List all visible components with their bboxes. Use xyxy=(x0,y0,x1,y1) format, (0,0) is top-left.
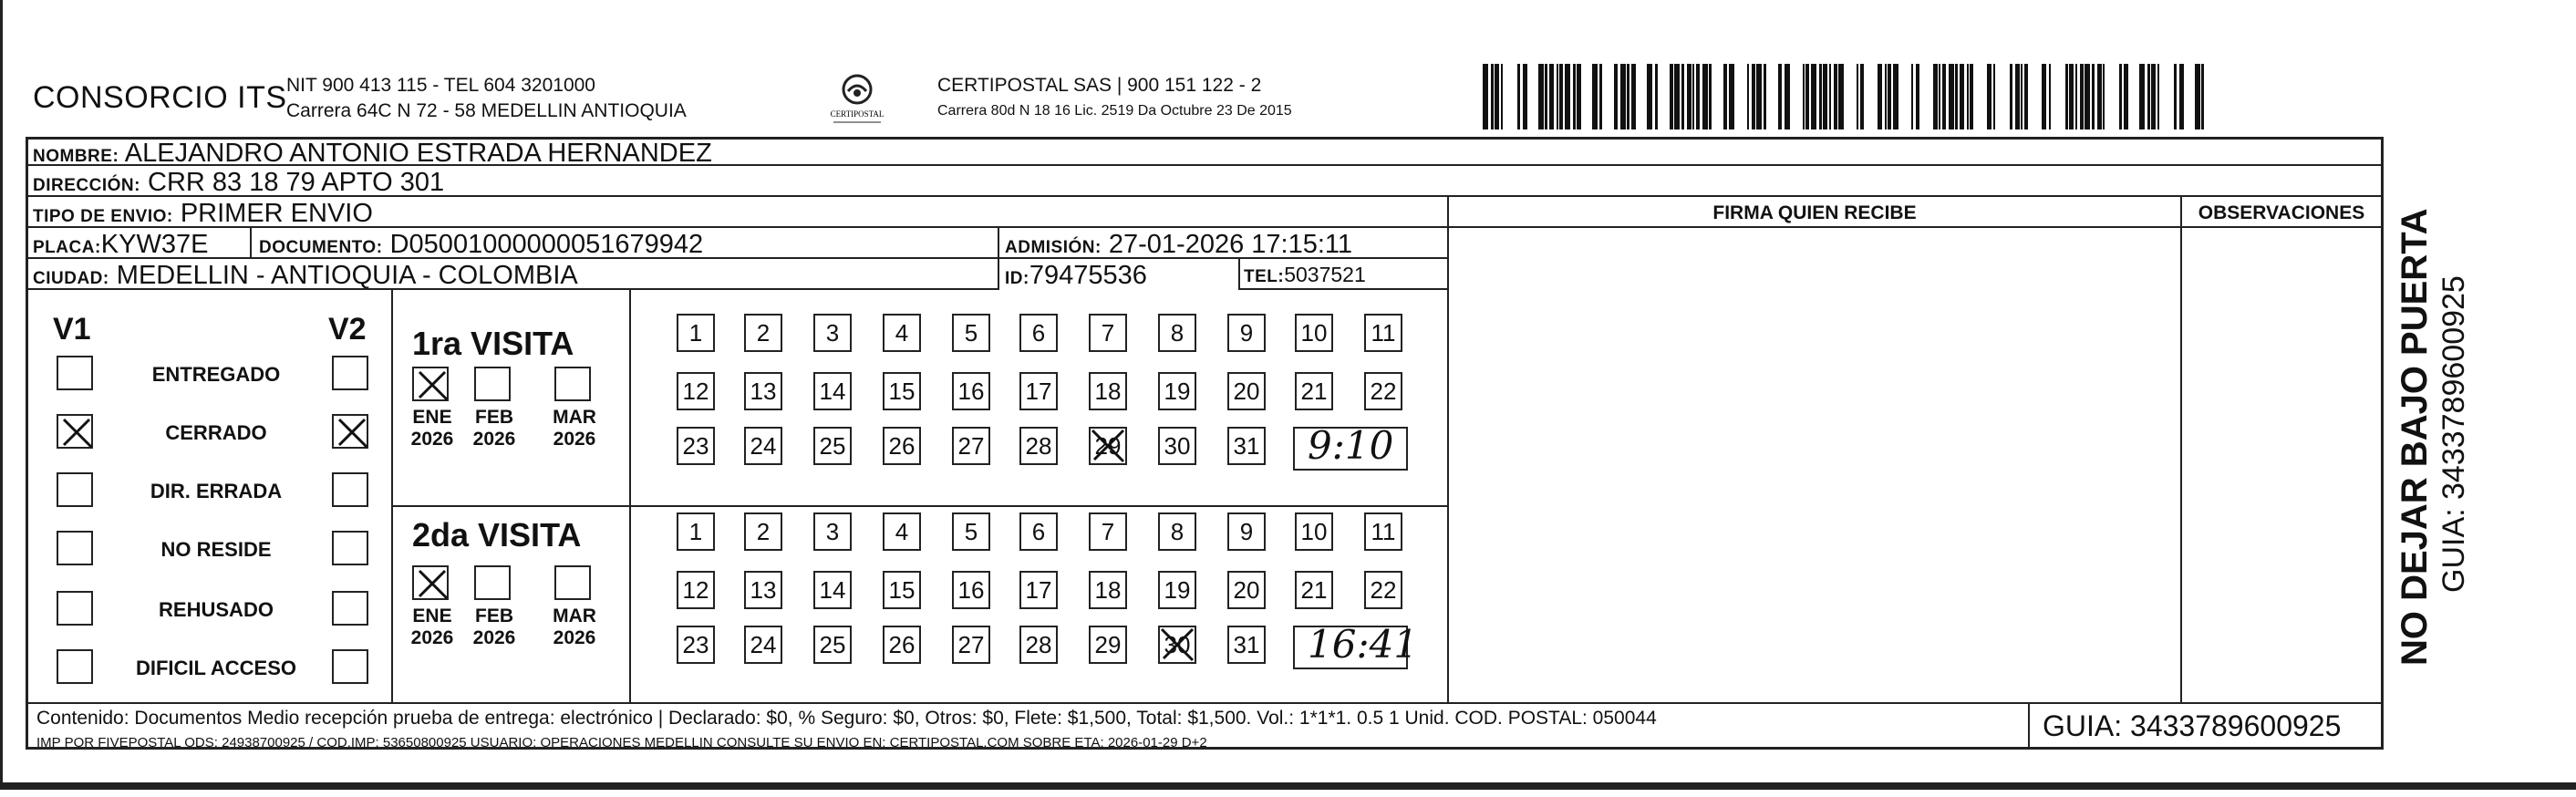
firma-divider xyxy=(1447,197,1449,704)
visit1-day-box[interactable]: 17 xyxy=(1019,372,1058,410)
visit2-day-box[interactable]: 4 xyxy=(883,512,921,551)
visit2-month-checkbox[interactable] xyxy=(474,565,511,600)
ciudad-value: MEDELLIN - ANTIOQUIA - COLOMBIA xyxy=(116,261,578,290)
visit1-day-box[interactable]: 28 xyxy=(1019,427,1058,465)
visit2-day-box[interactable]: 30 xyxy=(1158,626,1196,664)
month-year: 2026 xyxy=(410,627,454,648)
tel-value: 5037521 xyxy=(1284,263,1366,286)
visit1-title: 1ra VISITA xyxy=(412,325,574,362)
visit2-month-label xyxy=(467,606,522,649)
status-divider xyxy=(391,290,393,704)
row-direccion xyxy=(27,166,2382,197)
company-info xyxy=(286,73,687,124)
v1-header: V1 xyxy=(53,312,91,347)
documento-value: D05001000000051679942 xyxy=(389,230,704,259)
visit2-day-box[interactable]: 22 xyxy=(1364,571,1402,609)
company-nit: NIT 900 413 115 - TEL 604 3201000 xyxy=(286,75,595,96)
footer-guia: GUIA: 3433789600925 xyxy=(2028,704,2382,750)
visit1-day-box[interactable]: 10 xyxy=(1295,314,1333,352)
visit1-day-box[interactable]: 1 xyxy=(677,314,715,352)
admision-cell xyxy=(998,228,1448,259)
id-label: ID: xyxy=(1005,269,1029,288)
visit2-day-box[interactable]: 18 xyxy=(1089,571,1127,609)
footer-imp: IMP POR FIVEPOSTAL ODS: 24938700925 / COD.IMP: 53650800925 USUARIO: OPERACIONES MEDELLIN CONSULTE SU ENVIO EN: CERTIPOSTAL.COM SOBRE ETA: 2026-01-29 D+2 xyxy=(36,735,1207,750)
visit2-day-box[interactable]: 21 xyxy=(1295,571,1333,609)
tel-cell xyxy=(1238,259,1448,288)
direccion-value: CRR 83 18 79 APTO 301 xyxy=(148,168,445,197)
visit1-day-box[interactable]: 23 xyxy=(677,427,715,465)
bottom-border xyxy=(0,782,2576,790)
side-warning: NO DEJAR BAJO PUERTA xyxy=(2395,208,2435,666)
visit1-day-box[interactable]: 31 xyxy=(1227,427,1266,465)
v2-checkbox[interactable] xyxy=(332,649,368,684)
visit1-day-box[interactable]: 4 xyxy=(883,314,921,352)
visit1-day-box[interactable]: 13 xyxy=(744,372,782,410)
v2-checkbox[interactable] xyxy=(332,356,368,390)
visit1-day-box[interactable]: 19 xyxy=(1158,372,1196,410)
visit2-day-box[interactable]: 29 xyxy=(1089,626,1127,664)
observaciones-divider xyxy=(2180,197,2182,704)
left-border xyxy=(0,0,3,782)
visit1-month-checkbox[interactable] xyxy=(554,367,591,401)
status-label: CERRADO xyxy=(165,421,267,444)
visit1-day-box[interactable]: 14 xyxy=(813,372,852,410)
documento-label: DOCUMENTO: xyxy=(259,238,383,257)
nombre-value: ALEJANDRO ANTONIO ESTRADA HERNANDEZ xyxy=(124,139,712,166)
visit1-day-box[interactable]: 27 xyxy=(952,427,990,465)
company-name: CONSORCIO ITS xyxy=(33,80,287,115)
visit1-day-box[interactable]: 11 xyxy=(1364,314,1402,352)
v1-checkbox[interactable] xyxy=(57,591,93,626)
visit1-day-box[interactable]: 29 xyxy=(1089,427,1127,465)
visit1-day-box[interactable]: 20 xyxy=(1227,372,1266,410)
visit1-day-box[interactable]: 8 xyxy=(1158,314,1196,352)
month-name: ENE xyxy=(412,407,452,428)
direccion-label: DIRECCIÓN: xyxy=(33,176,140,195)
v2-checkbox[interactable] xyxy=(332,414,368,449)
month-name: FEB xyxy=(475,606,513,626)
visit2-day-box[interactable]: 25 xyxy=(813,626,852,664)
visit1-month-label xyxy=(467,407,522,450)
status-label: REHUSADO xyxy=(159,598,274,621)
visit1-day-box[interactable]: 24 xyxy=(744,427,782,465)
visit1-month-checkbox[interactable] xyxy=(412,367,449,401)
month-name: MAR xyxy=(553,407,596,428)
placa-label: PLACA: xyxy=(33,238,101,257)
row-tipo xyxy=(27,197,1448,228)
month-name: MAR xyxy=(553,606,596,626)
visit2-month-label xyxy=(405,606,460,649)
visit2-day-box[interactable]: 1 xyxy=(677,512,715,551)
firma-header: FIRMA QUIEN RECIBE xyxy=(1448,197,2181,228)
visit2-day-box[interactable]: 3 xyxy=(813,512,852,551)
visit1-day-box[interactable]: 12 xyxy=(677,372,715,410)
id-cell xyxy=(998,259,1238,290)
observaciones-header: OBSERVACIONES xyxy=(2181,197,2382,228)
visit1-day-box[interactable]: 18 xyxy=(1089,372,1127,410)
month-year: 2026 xyxy=(553,627,596,648)
v1-checkbox[interactable] xyxy=(57,472,93,507)
visit1-time-handwritten: 9:10 xyxy=(1308,423,1394,468)
visit2-day-box[interactable]: 20 xyxy=(1227,571,1266,609)
row-nombre xyxy=(27,139,2382,166)
visit2-day-box[interactable]: 12 xyxy=(677,571,715,609)
visit1-day-box[interactable]: 21 xyxy=(1295,372,1333,410)
visit2-day-box[interactable]: 6 xyxy=(1019,512,1058,551)
admision-value: 27-01-2026 17:15:11 xyxy=(1108,230,1353,259)
visit2-day-box[interactable]: 14 xyxy=(813,571,852,609)
month-year: 2026 xyxy=(553,429,596,450)
visit1-day-box[interactable]: 22 xyxy=(1364,372,1402,410)
id-value: 79475536 xyxy=(1029,261,1147,290)
visit1-day-box[interactable]: 15 xyxy=(883,372,921,410)
visit1-day-box[interactable]: 2 xyxy=(744,314,782,352)
v2-checkbox[interactable] xyxy=(332,591,368,626)
visit2-day-box[interactable]: 24 xyxy=(744,626,782,664)
visit2-day-box[interactable]: 27 xyxy=(952,626,990,664)
visit2-day-box[interactable]: 17 xyxy=(1019,571,1058,609)
month-year: 2026 xyxy=(472,627,516,648)
carrier-name: CERTIPOSTAL SAS | 900 151 122 - 2 xyxy=(937,75,1262,96)
visit2-month-label xyxy=(547,606,602,649)
v1-checkbox[interactable] xyxy=(57,649,93,684)
status-label: DIFICIL ACCESO xyxy=(135,657,296,679)
tipo-label: TIPO DE ENVIO: xyxy=(33,207,173,226)
visit2-time-handwritten: 16:41 xyxy=(1308,622,1419,667)
visit2-day-box[interactable]: 26 xyxy=(883,626,921,664)
visit2-day-box[interactable]: 16 xyxy=(952,571,990,609)
company-address: Carrera 64C N 72 - 58 MEDELLIN ANTIOQUIA xyxy=(286,100,687,121)
visit1-day-box[interactable]: 3 xyxy=(813,314,852,352)
visit-divider xyxy=(629,290,631,704)
visit1-month-label xyxy=(405,407,460,450)
status-label: DIR. ERRADA xyxy=(150,480,283,502)
v2-checkbox[interactable] xyxy=(332,531,368,565)
visit1-day-box[interactable]: 16 xyxy=(952,372,990,410)
month-name: ENE xyxy=(412,606,452,626)
visit1-month-checkbox[interactable] xyxy=(474,367,511,401)
visit2-month-checkbox[interactable] xyxy=(554,565,591,600)
visit2-day-box[interactable]: 15 xyxy=(883,571,921,609)
v1-checkbox[interactable] xyxy=(57,531,93,565)
placa-value: KYW37E xyxy=(100,230,209,259)
status-label: NO RESIDE xyxy=(160,538,272,561)
certipostal-logo xyxy=(821,71,894,128)
visit1-day-box[interactable]: 26 xyxy=(883,427,921,465)
admision-label: ADMISIÓN: xyxy=(1005,238,1102,257)
visit2-day-box[interactable]: 31 xyxy=(1227,626,1266,664)
visit2-day-box[interactable]: 28 xyxy=(1019,626,1058,664)
visit1-time-box[interactable] xyxy=(1293,423,1408,471)
visit1-month-label xyxy=(547,407,602,450)
month-name: FEB xyxy=(475,407,513,428)
visit2-time-box[interactable] xyxy=(1293,622,1419,669)
visit1-day-box[interactable]: 9 xyxy=(1227,314,1266,352)
footer-contenido: Contenido: Documentos Medio recepción prueba de entrega: electrónico | Declarado: $0, % Seguro: $0, Otros: $0, Flete: $1,500, Total: $1,500. Vol.: 1*1*1. 0.5 1 Unid. COD. POSTAL: 050044 xyxy=(36,708,1657,729)
ciudad-label: CIUDAD: xyxy=(33,269,109,288)
nombre-label: NOMBRE: xyxy=(33,147,119,166)
visit1-day-box[interactable]: 6 xyxy=(1019,314,1058,352)
tipo-value: PRIMER ENVIO xyxy=(180,199,373,228)
logo-text: CERTIPOSTAL xyxy=(830,109,885,119)
visit1-day-box[interactable]: 7 xyxy=(1089,314,1127,352)
visit2-month-checkbox[interactable] xyxy=(412,565,449,600)
visit2-day-box[interactable]: 8 xyxy=(1158,512,1196,551)
visit1-day-box[interactable]: 25 xyxy=(813,427,852,465)
status-label: ENTREGADO xyxy=(151,363,281,386)
month-year: 2026 xyxy=(410,429,454,450)
v2-header: V2 xyxy=(328,312,367,347)
barcode xyxy=(1483,64,2205,129)
month-year: 2026 xyxy=(472,429,516,450)
visit2-day-box[interactable]: 10 xyxy=(1295,512,1333,551)
documento-cell xyxy=(250,228,998,259)
visit2-day-box[interactable]: 2 xyxy=(744,512,782,551)
visit2-day-box[interactable]: 23 xyxy=(677,626,715,664)
visit2-day-box[interactable]: 5 xyxy=(952,512,990,551)
visit-separator xyxy=(392,505,1448,507)
visit1-day-box[interactable]: 30 xyxy=(1158,427,1196,465)
visit2-day-box[interactable]: 13 xyxy=(744,571,782,609)
v1-checkbox[interactable] xyxy=(57,356,93,390)
tel-label: TEL: xyxy=(1244,267,1285,286)
side-guia: GUIA: 3433789600925 xyxy=(2436,275,2471,593)
visit2-title: 2da VISITA xyxy=(412,516,582,554)
visit1-day-box[interactable]: 5 xyxy=(952,314,990,352)
visit2-day-box[interactable]: 11 xyxy=(1364,512,1402,551)
visit2-day-box[interactable]: 9 xyxy=(1227,512,1266,551)
carrier-info xyxy=(937,73,1292,124)
v1-checkbox[interactable] xyxy=(57,414,93,449)
visit2-day-box[interactable]: 7 xyxy=(1089,512,1127,551)
v2-checkbox[interactable] xyxy=(332,472,368,507)
visit2-day-box[interactable]: 19 xyxy=(1158,571,1196,609)
carrier-address: Carrera 80d N 18 16 Lic. 2519 Da Octubre 23 De 2015 xyxy=(937,103,1292,119)
